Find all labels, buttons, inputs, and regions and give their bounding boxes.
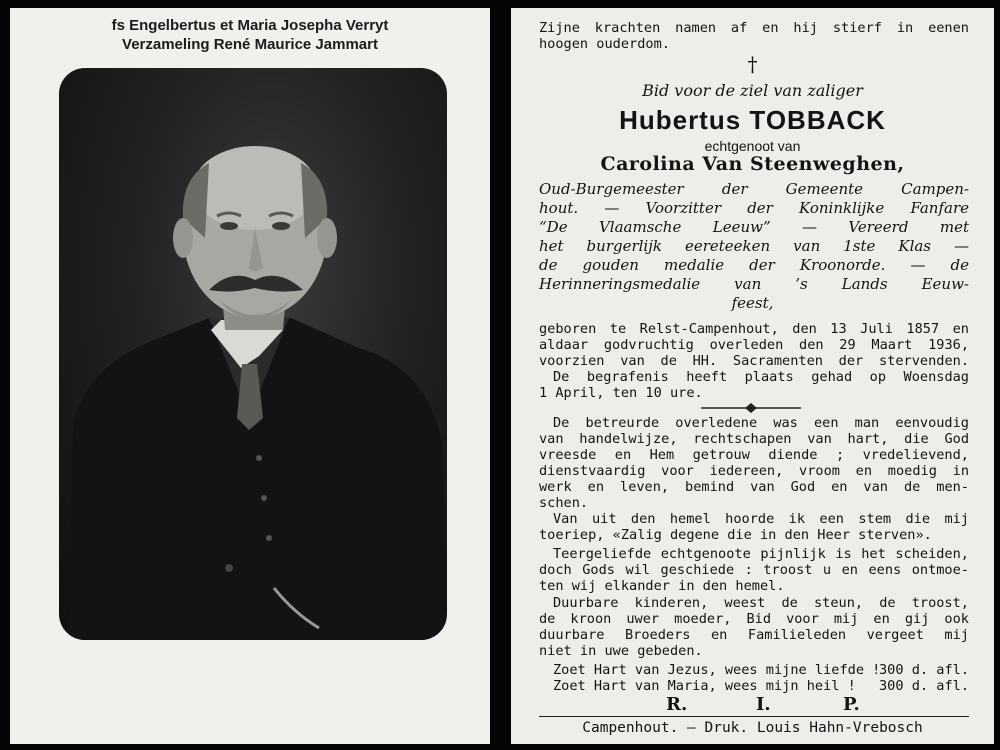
spouse-name: Carolina Van Steenweghen, [600,153,905,175]
birth-line: voorzien van de HH. Sacramenten der stervenden. [539,353,969,369]
footer-divider [539,716,969,717]
spouse-address-line: Teergeliefde echtgenoote pijnlijk is het scheiden, [553,546,969,562]
eulogy-line: dienstvaardig voor iedereen, vroom en moedig in [539,463,969,479]
voice-line: Van uit den hemel hoorde ik een stem die mij [553,511,969,527]
spouse-address-line: ten wij elkander in den hemel. [539,578,785,594]
title-line: het burgerlijk eereteeken van 1ste Klas — [539,237,969,255]
birth-line: 1 April, ten 10 ure. [539,385,703,401]
indulgence-value: 300 d. afl. [879,678,970,694]
title-line: feest, [731,294,774,312]
title-line: Oud-Burgemeester der Gemeente Campen- [539,180,969,198]
children-address-line: de kroon uwer moeder, Bid voor mij en gij ook [539,611,969,627]
rip-letter: I. [756,694,771,715]
spouse-address-line: doch Gods wil geschiede : troost u en eens ontmoe- [539,562,969,578]
rip-letter: R. [666,694,688,715]
title-line: “De Vlaamsche Leeuw” — Vereerd met [539,218,969,236]
memorial-text-card [511,8,994,744]
deceased-name: Hubertus TOBBACK [619,105,886,135]
portrait-photo [59,68,447,640]
collection-caption-line2: Verzameling René Maurice Jammart [122,36,378,53]
spouse-intro: echtgenoot van [704,138,801,154]
birth-line: De begrafenis heeft plaats gehad op Woensdag [553,369,969,385]
rip-letter: P. [843,694,860,715]
collection-caption-line1: fs Engelbertus et Maria Josepha Verryt [111,17,389,34]
eulogy-line: vreesde en Hem getrouw diende ; vredelievend, [539,447,969,463]
prayer-heading: Bid voor de ziel van zaliger [642,81,863,100]
eulogy-line: De betreurde overledene was een man eenvoudig [553,415,969,431]
eulogy-line: van handelwijze, rechtschapen van hart, die God [539,431,969,447]
birth-line: geboren te Relst-Campenhout, den 13 Juli 1857 en [539,321,969,337]
voice-line: toeriep, «Zalig degene die in den Heer sterven». [539,527,932,543]
indulgence-text: Zoet Hart van Maria, wees mijn heil ! [553,678,856,694]
cross-symbol: † [747,52,758,76]
eulogy-line: werk en leven, bemind van God en van de men- [539,479,969,495]
indulgence-value: 300 d. afl. [879,662,970,678]
title-line: de gouden medalie der Kroonorde. — de [539,256,969,274]
intro-line: Zijne krachten namen af en hij stierf in eenen [539,20,969,36]
children-address-line: Duurbare kinderen, weest de steun, de troost, [553,595,969,611]
ornament-divider [701,403,801,413]
children-address-line: niet in uwe gebeden. [539,643,703,659]
title-line: Herinneringsmedalie van ’s Lands Eeuw- [539,275,969,293]
intro-line: hoogen ouderdom. [539,36,670,52]
portrait-card [10,8,490,744]
birth-line: aldaar godvruchtig overleden den 29 Maart 1936, [539,337,969,353]
printer-credit: Campenhout. — Druk. Louis Hahn-Vrebosch [582,720,923,736]
children-address-line: duurbare Broeders en Familieleden vergeet mij [539,627,969,643]
indulgence-text: Zoet Hart van Jezus, wees mijne liefde ! [553,662,881,678]
title-line: hout. — Voorzitter der Koninklijke Fanfare [539,199,969,217]
eulogy-line: schen. [539,495,589,511]
